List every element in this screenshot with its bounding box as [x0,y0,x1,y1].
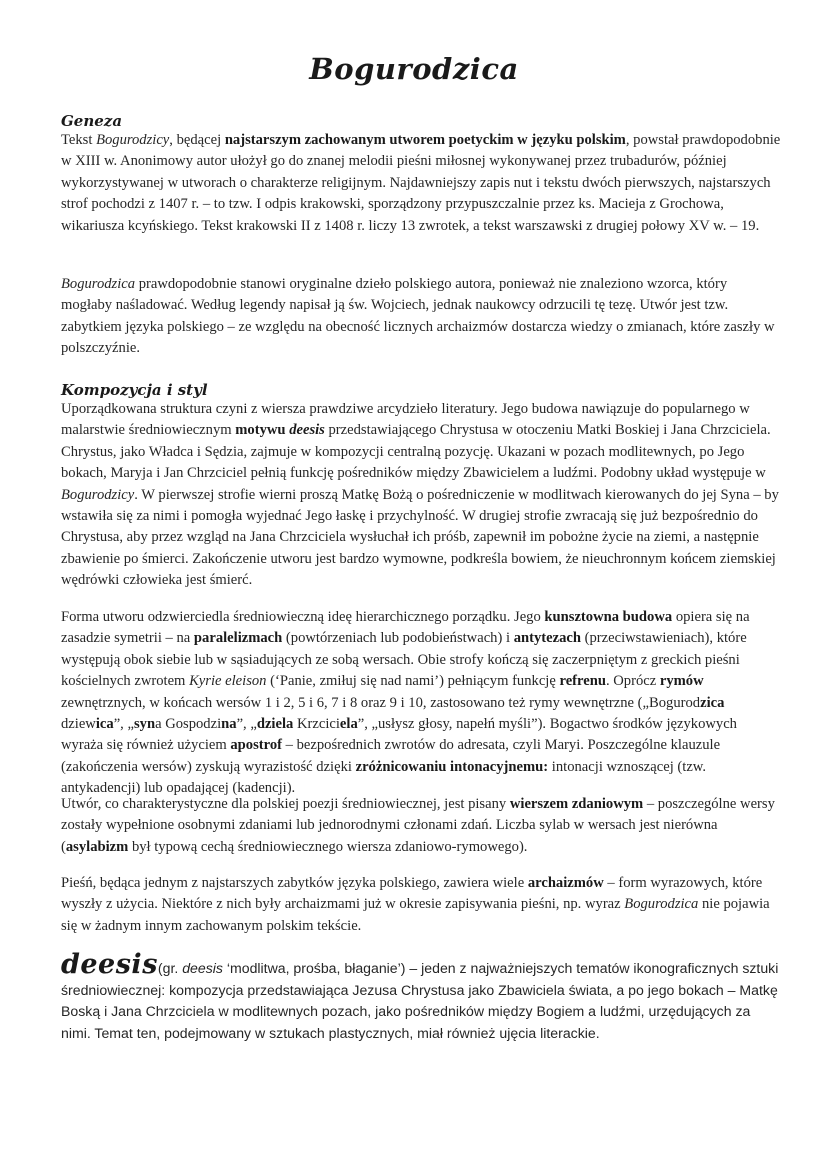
paragraph-kompozycja-4: Pieśń, będąca jednym z najstarszych zabytków języka polskiego, zawiera wiele archaizmów – form wyrazowych, które wyszły z użycia. Niektóre z nich były archaizmami już w okresie zapisywania pieśni, np. wyraz Bogurodzica nie pojawia się w żadnym innym zachowanym polskim tekście. [61,875,770,934]
section-heading-kompozycja: Kompozycja i styl [61,381,208,399]
paragraph-geneza-2: Bogurodzica prawdopodobnie stanowi oryginalne dzieło polskiego autora, ponieważ nie znaleziono wzorca, który mogłaby naśladować. Według legendy napisał ją św. Wojciech, jednak naukowcy odrzucili tę tezę. Utwór jest tzw. zabytkiem języka polskiego – ze względu na obecność licznych archaizmów dostarcza wiedzy o zmianach, które zaszły w polszczyźnie. [61,276,775,357]
paragraph-kompozycja-3: Utwór, co charakterystyczne dla polskiej poezji średniowiecznej, jest pisany wierszem zdaniowym – poszczególne wersy zostały wypełnione osobnymi zdaniami lub jednorodnymi członami zdań. Liczba sylab w wersach jest nierówna (asylabizm był typową cechą średniowiecznego wiersza zdaniowo-rymowego). [61,796,775,855]
paragraph-geneza-1: Tekst Bogurodzicy, będącej najstarszym zachowanym utworem poetyckim w języku polskim, powstał prawdopodobnie w XIII w. Anonimowy autor ułożył go do znanej melodii pieśni miłosnej wykonywanej przez trubadurów, później wykorzystywanej w utworach o charakterze religijnym. Najdawniejszy zapis nut i tekstu dwóch pierwszych, najstarszych strof pochodzi z 1407 r. – to tzw. I odpis krakowski, sporządzony przypuszczalnie przez ks. Macieja z Grochowa, wikariusza kcyńskiego. Tekst krakowski II z 1408 r. liczy 13 zwrotek, a tekst warszawski z drugiej połowy XV w. – 19. [61,132,781,234]
section-heading-geneza: Geneza [61,112,123,130]
definition-term: deesis [61,949,158,980]
page-title: Bogurodzica [309,52,519,86]
definition-deesis: deesis(gr. deesis ‘modlitwa, prośba, błaganie’) – jeden z najważniejszych tematów ikonograficznych sztuki średniowiecznej: kompozycja przedstawiająca Jezusa Chrystusa jako Zbawiciela świata, a po jego bokach – Matkę Boską i Jana Chrzciciela w modlitewnych pozach, jako pośredników między Bogiem a ludźmi, urzędujących za nimi. Temat ten, podejmowany w sztukach plastycznych, miał również ujęcia literackie. [61,949,779,1041]
paragraph-kompozycja-2: Forma utworu odzwierciedla średniowieczną ideę hierarchicznego porządku. Jego kunsztowna budowa opiera się na zasadzie symetrii – na paralelizmach (powtórzeniach lub podobieństwach) i antytezach (przeciwstawieniach), które występują obok siebie lub w sąsiadujących ze sobą wersach. Obie strofy kończą się zaczerpniętym z greckich pieśni kościelnych zwrotem Kyrie eleison (‘Panie, zmiłuj się nad nami’) pełniącym funkcję refrenu. Oprócz rymów zewnętrznych, w końcach wersów 1 i 2, 5 i 6, 7 i 8 oraz 9 i 10, zastosowano też rymy wewnętrzne („Bogurodzica dziewica”, „syna Gospodzina”, „dziela Krzciciela”, „usłysz głosy, napełń myśli”). Bogactwo środków językowych wyraża się również użyciem apostrof – bezpośrednich zwrotów do adresata, czyli Maryi. Poszczególne klauzule (zakończenia wersów) zyskują wyrazistość dzięki zróżnicowaniu intonacyjnemu: intonacji wznoszącej (tzw. antykadencji) lub opadającej (kadencji). [61,609,750,797]
paragraph-kompozycja-1: Uporządkowana struktura czyni z wiersza prawdziwe arcydzieło literatury. Jego budowa nawiązuje do popularnego w malarstwie średniowiecznym motywu deesis przedstawiającego Chrystusa w otoczeniu Matki Boskiej i Jana Chrzciciela. Chrystus, jako Władca i Sędzia, zajmuje w kompozycji centralną pozycję. Ukazani w pozach modlitewnych, po Jego bokach, Maryja i Jan Chrzciciel pełnią funkcję pośredników między Zbawicielem a ludźmi. Podobny układ występuje w Bogurodzicy. W pierwszej strofie wierni proszą Matkę Bożą o pośredniczenie w modlitwach kierowanych do jej Syna – by wstawiła się za nimi i pomogła wyjednać Jego łaskę i przychylność. W drugiej strofie zwracają się już bezpośrednio do Chrystusa, aby przez wzgląd na Jana Chrzciciela wysłuchał ich próśb, zapewnił im pobożne życie na ziemi, a następnie zbawienie po śmierci. Zakończenie utworu jest bardzo wymowne, podkreśla bowiem, że nieuchronnym końcem ziemskiej wędrówki człowieka jest śmierć. [61,401,779,589]
